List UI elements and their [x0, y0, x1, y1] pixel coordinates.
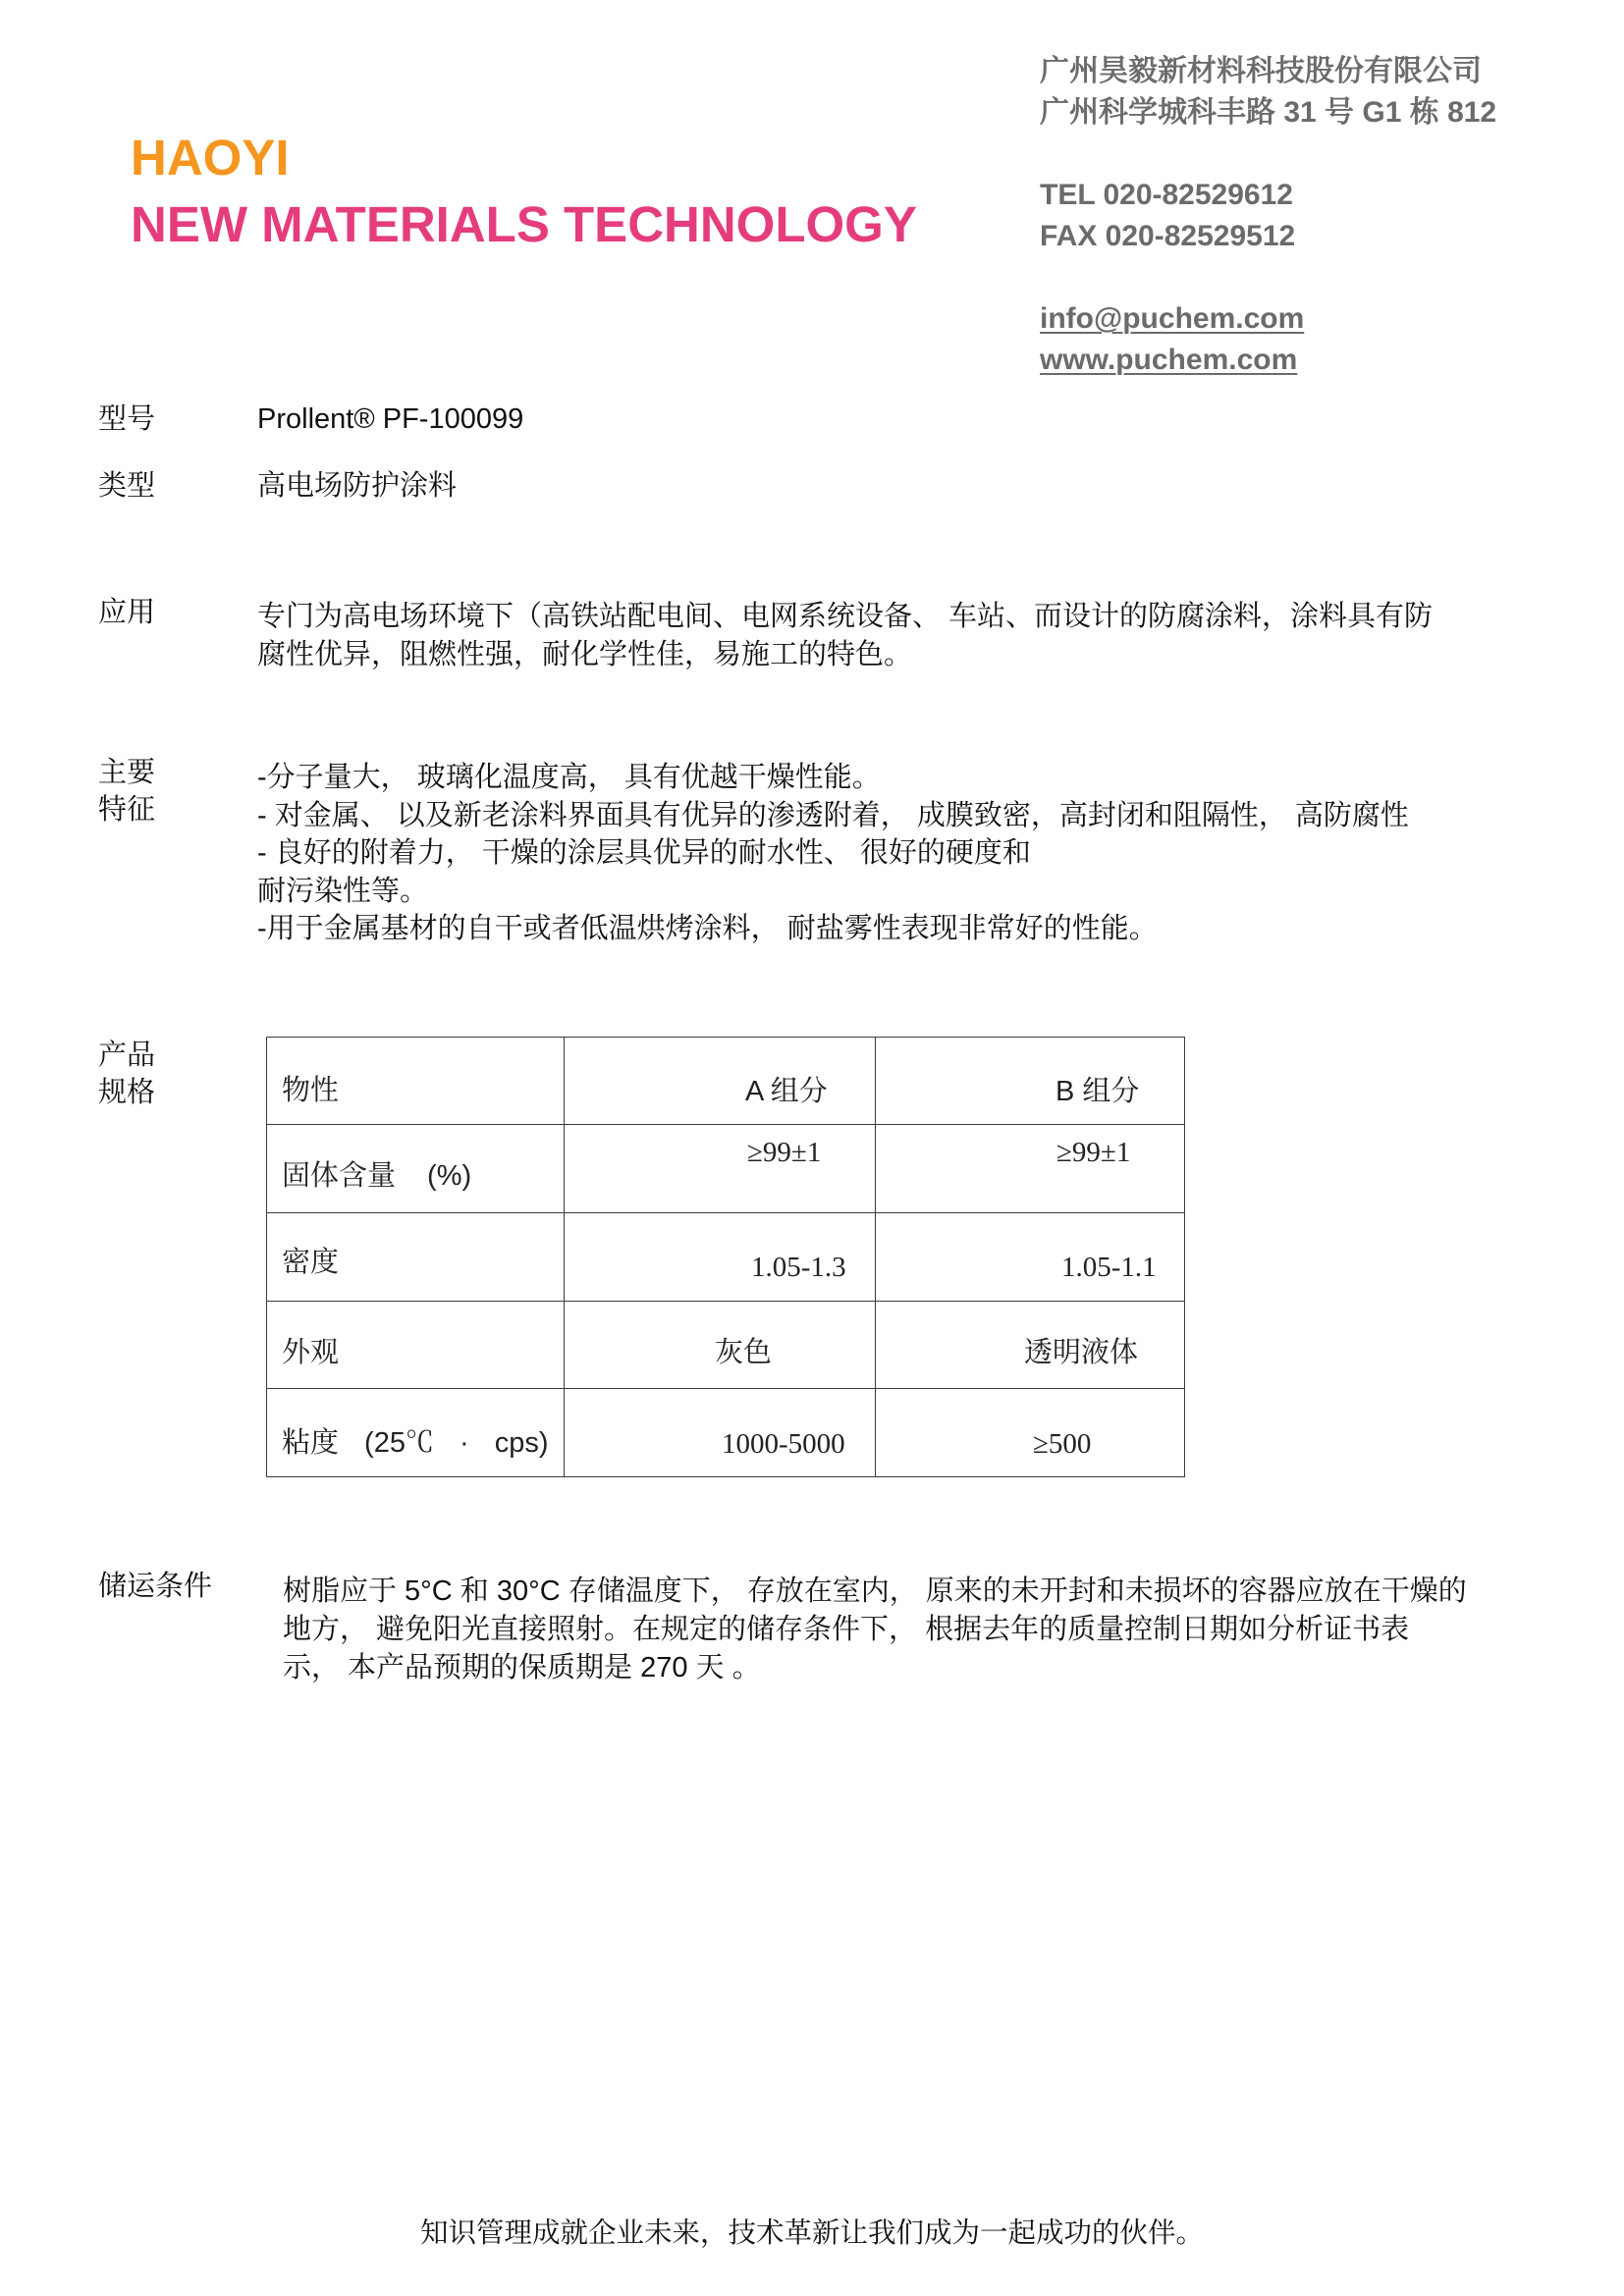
email-link[interactable]: info@puchem.com: [1040, 302, 1305, 335]
footer-slogan: 知识管理成就企业未来，技术革新让我们成为一起成功的伙伴。: [419, 2217, 1204, 2249]
brand-name-line1: HAOYI: [131, 130, 290, 186]
application-line: 专门为高电场环境下（高铁站配电间、电网系统设备、 车站、而设计的防腐涂料，涂料具有防: [257, 601, 1434, 632]
field-value-model: Prollent® PF-100099: [257, 403, 524, 435]
storage-line: 树脂应于 5°C 和 30°C 存储温度下， 存放在室内， 原来的未开封和未损坏的容器应放在干燥的: [283, 1575, 1467, 1607]
table-cell: [267, 1302, 565, 1389]
storage-line: 地方， 避免阳光直接照射。在规定的储存条件下， 根据去年的质量控制日期如分析证书表: [283, 1614, 1410, 1645]
specs-table: [266, 1037, 1185, 1477]
table-cell: [267, 1389, 565, 1477]
table-cell: [876, 1302, 1185, 1389]
field-label-model: 型号: [98, 403, 156, 435]
table-header-cell: [565, 1038, 876, 1125]
table-header-cell: [876, 1038, 1185, 1125]
specs-label-line: 规格: [98, 1077, 156, 1108]
table-cell: [565, 1302, 876, 1389]
fax-number: FAX 020-82529512: [1040, 220, 1296, 252]
specs-label-line: 产品: [98, 1040, 156, 1071]
features-label-line: 主要: [98, 757, 156, 788]
density-value-a: 1.05-1.3: [751, 1252, 846, 1283]
solids-value-b: ≥99±1: [1056, 1137, 1131, 1168]
brand-name-line2: NEW MATERIALS TECHNOLOGY: [131, 196, 917, 252]
features-label-line: 特征: [98, 794, 156, 826]
contact-block: [1040, 51, 1496, 381]
spacer: [1040, 257, 1496, 298]
row-label-solids: 固体含量 (%): [282, 1160, 472, 1192]
field-label-features: [98, 754, 155, 828]
field-value-features: [257, 759, 1409, 948]
table-cell: [565, 1213, 876, 1302]
viscosity-value-a: 1000-5000: [722, 1428, 845, 1460]
website-link[interactable]: www.puchem.com: [1040, 344, 1298, 376]
appearance-value-b: 透明液体: [1024, 1337, 1139, 1368]
spacer: [1040, 133, 1496, 175]
table-cell: [565, 1125, 876, 1213]
field-label-specs: [98, 1037, 155, 1111]
table-cell: [876, 1213, 1185, 1302]
feature-line: - 对金属、 以及新老涂料界面具有优异的渗透附着， 成膜致密，高封闭和阻隔性， 高防腐性: [257, 799, 1409, 831]
field-value-type: 高电场防护涂料: [257, 470, 458, 502]
row-label-density: 密度: [282, 1247, 340, 1278]
table-cell: [565, 1389, 876, 1477]
table-cell: [876, 1125, 1185, 1213]
table-cell: [267, 1213, 565, 1302]
company-name: 广州昊毅新材料科技股份有限公司: [1040, 55, 1482, 87]
appearance-value-a: 灰色: [715, 1337, 773, 1368]
table-header-cell: [267, 1038, 565, 1125]
table-cell: [876, 1389, 1185, 1477]
row-label-appearance: 外观: [282, 1337, 340, 1368]
viscosity-value-b: ≥500: [1033, 1428, 1092, 1460]
company-address: 广州科学城科丰路 31 号 G1 栋 812: [1040, 96, 1497, 129]
application-line: 腐性优异，阻燃性强，耐化学性佳，易施工的特色。: [257, 639, 913, 670]
row-label-viscosity: 粘度 (25℃ · cps): [282, 1427, 549, 1459]
header-component-b: B 组分: [1056, 1076, 1140, 1107]
field-value-storage: [283, 1573, 1467, 1687]
storage-line: 示， 本产品预期的保质期是 270 天 。: [283, 1652, 761, 1683]
feature-line: -分子量大， 玻璃化温度高， 具有优越干燥性能。: [257, 762, 881, 793]
header-component-a: A 组分: [745, 1076, 828, 1107]
density-value-b: 1.05-1.1: [1061, 1252, 1157, 1283]
field-value-application: [257, 598, 1433, 674]
field-label-storage: 储运条件: [98, 1571, 213, 1602]
feature-line: - 良好的附着力， 干燥的涂层具优异的耐水性、 很好的硬度和: [257, 837, 1031, 869]
tel-number: TEL 020-82529612: [1040, 179, 1293, 211]
header-property: 物性: [282, 1075, 340, 1106]
table-cell: [267, 1125, 565, 1213]
field-label-application: 应用: [98, 597, 156, 628]
feature-line: -用于金属基材的自干或者低温烘烤涂料， 耐盐雾性表现非常好的性能。: [257, 913, 1158, 944]
feature-line: 耐污染性等。: [257, 875, 429, 907]
solids-value-a: ≥99±1: [747, 1137, 822, 1168]
field-label-type: 类型: [98, 470, 156, 502]
